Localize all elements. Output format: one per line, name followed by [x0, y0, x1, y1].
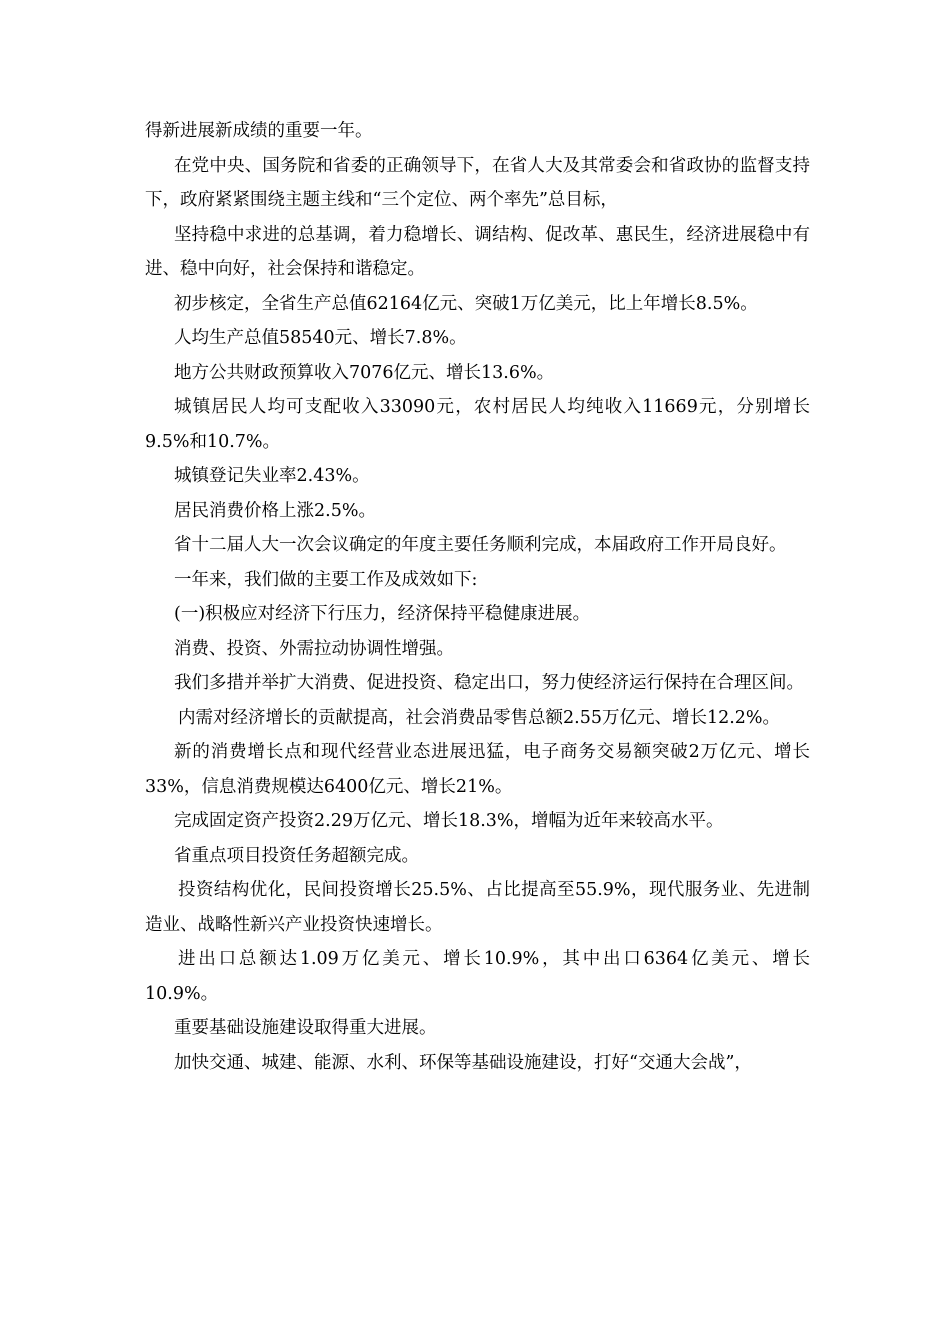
- paragraph-income: 城镇居民人均可支配收入33090元，农村居民人均纯收入11669元，分别增长9.5%和10.7%。: [145, 397, 810, 452]
- paragraph-continued: 得新进展新成绩的重要一年。: [145, 121, 373, 141]
- paragraph-ecommerce: 新的消费增长点和现代经营业态进展迅猛，电子商务交易额突破2万亿元、增长33%，信息消费规模达6400亿元、增长21%。: [145, 742, 810, 797]
- paragraph-domestic-demand: 内需对经济增长的贡献提高，社会消费品零售总额2.55万亿元、增长12.2%。: [178, 707, 781, 728]
- paragraph-cpi: 居民消费价格上涨2.5%。: [174, 500, 376, 521]
- paragraph-leadership: 在党中央、国务院和省委的正确领导下，在省人大及其常委会和省政协的监督支持下，政府紧紧围绕主题主线和“三个定位、两个率先”总目标，: [145, 155, 810, 210]
- paragraph-investment-structure: 投资结构优化，民间投资增长25.5%、占比提高至55.9%，现代服务业、先进制造业、战略性新兴产业投资快速增长。: [145, 880, 810, 935]
- paragraph-measures: 我们多措并举扩大消费、促进投资、稳定出口，努力使经济运行保持在合理区间。: [174, 673, 804, 693]
- paragraph-general-tone: 坚持稳中求进的总基调，着力稳增长、调结构、促改革、惠民生，经济进展稳中有进、稳中向好，社会保持和谐稳定。: [145, 224, 810, 279]
- paragraph-infrastructure-detail: 加快交通、城建、能源、水利、环保等基础设施建设，打好“交通大会战”，: [174, 1052, 752, 1073]
- paragraph-gdp: 初步核定，全省生产总值62164亿元、突破1万亿美元，比上年增长8.5%。: [174, 293, 758, 314]
- paragraph-fiscal-revenue: 地方公共财政预算收入7076亿元、增长13.6%。: [174, 362, 555, 383]
- paragraph-fixed-investment: 完成固定资产投资2.29万亿元、增长18.3%，增幅为近年来较高水平。: [174, 811, 724, 831]
- paragraph-unemployment: 城镇登记失业率2.43%。: [174, 466, 370, 486]
- paragraph-key-projects: 省重点项目投资任务超额完成。: [174, 845, 419, 866]
- paragraph-infrastructure: 重要基础设施建设取得重大进展。: [174, 1018, 437, 1038]
- paragraph-coordination: 消费、投资、外需拉动协调性增强。: [174, 638, 454, 659]
- paragraph-trade: 进出口总额达1.09万亿美元、增长10.9%，其中出口6364亿美元、增长10.9%。: [145, 949, 810, 1004]
- paragraph-tasks-completed: 省十二届人大一次会议确定的年度主要任务顺利完成，本届政府工作开局良好。: [174, 535, 787, 555]
- section-heading-1: (一)积极应对经济下行压力，经济保持平稳健康进展。: [174, 604, 591, 624]
- document-body: [145, 114, 810, 1080]
- paragraph-year-review: 一年来，我们做的主要工作及成效如下:: [174, 569, 478, 590]
- paragraph-per-capita-gdp: 人均生产总值58540元、增长7.8%。: [174, 328, 467, 348]
